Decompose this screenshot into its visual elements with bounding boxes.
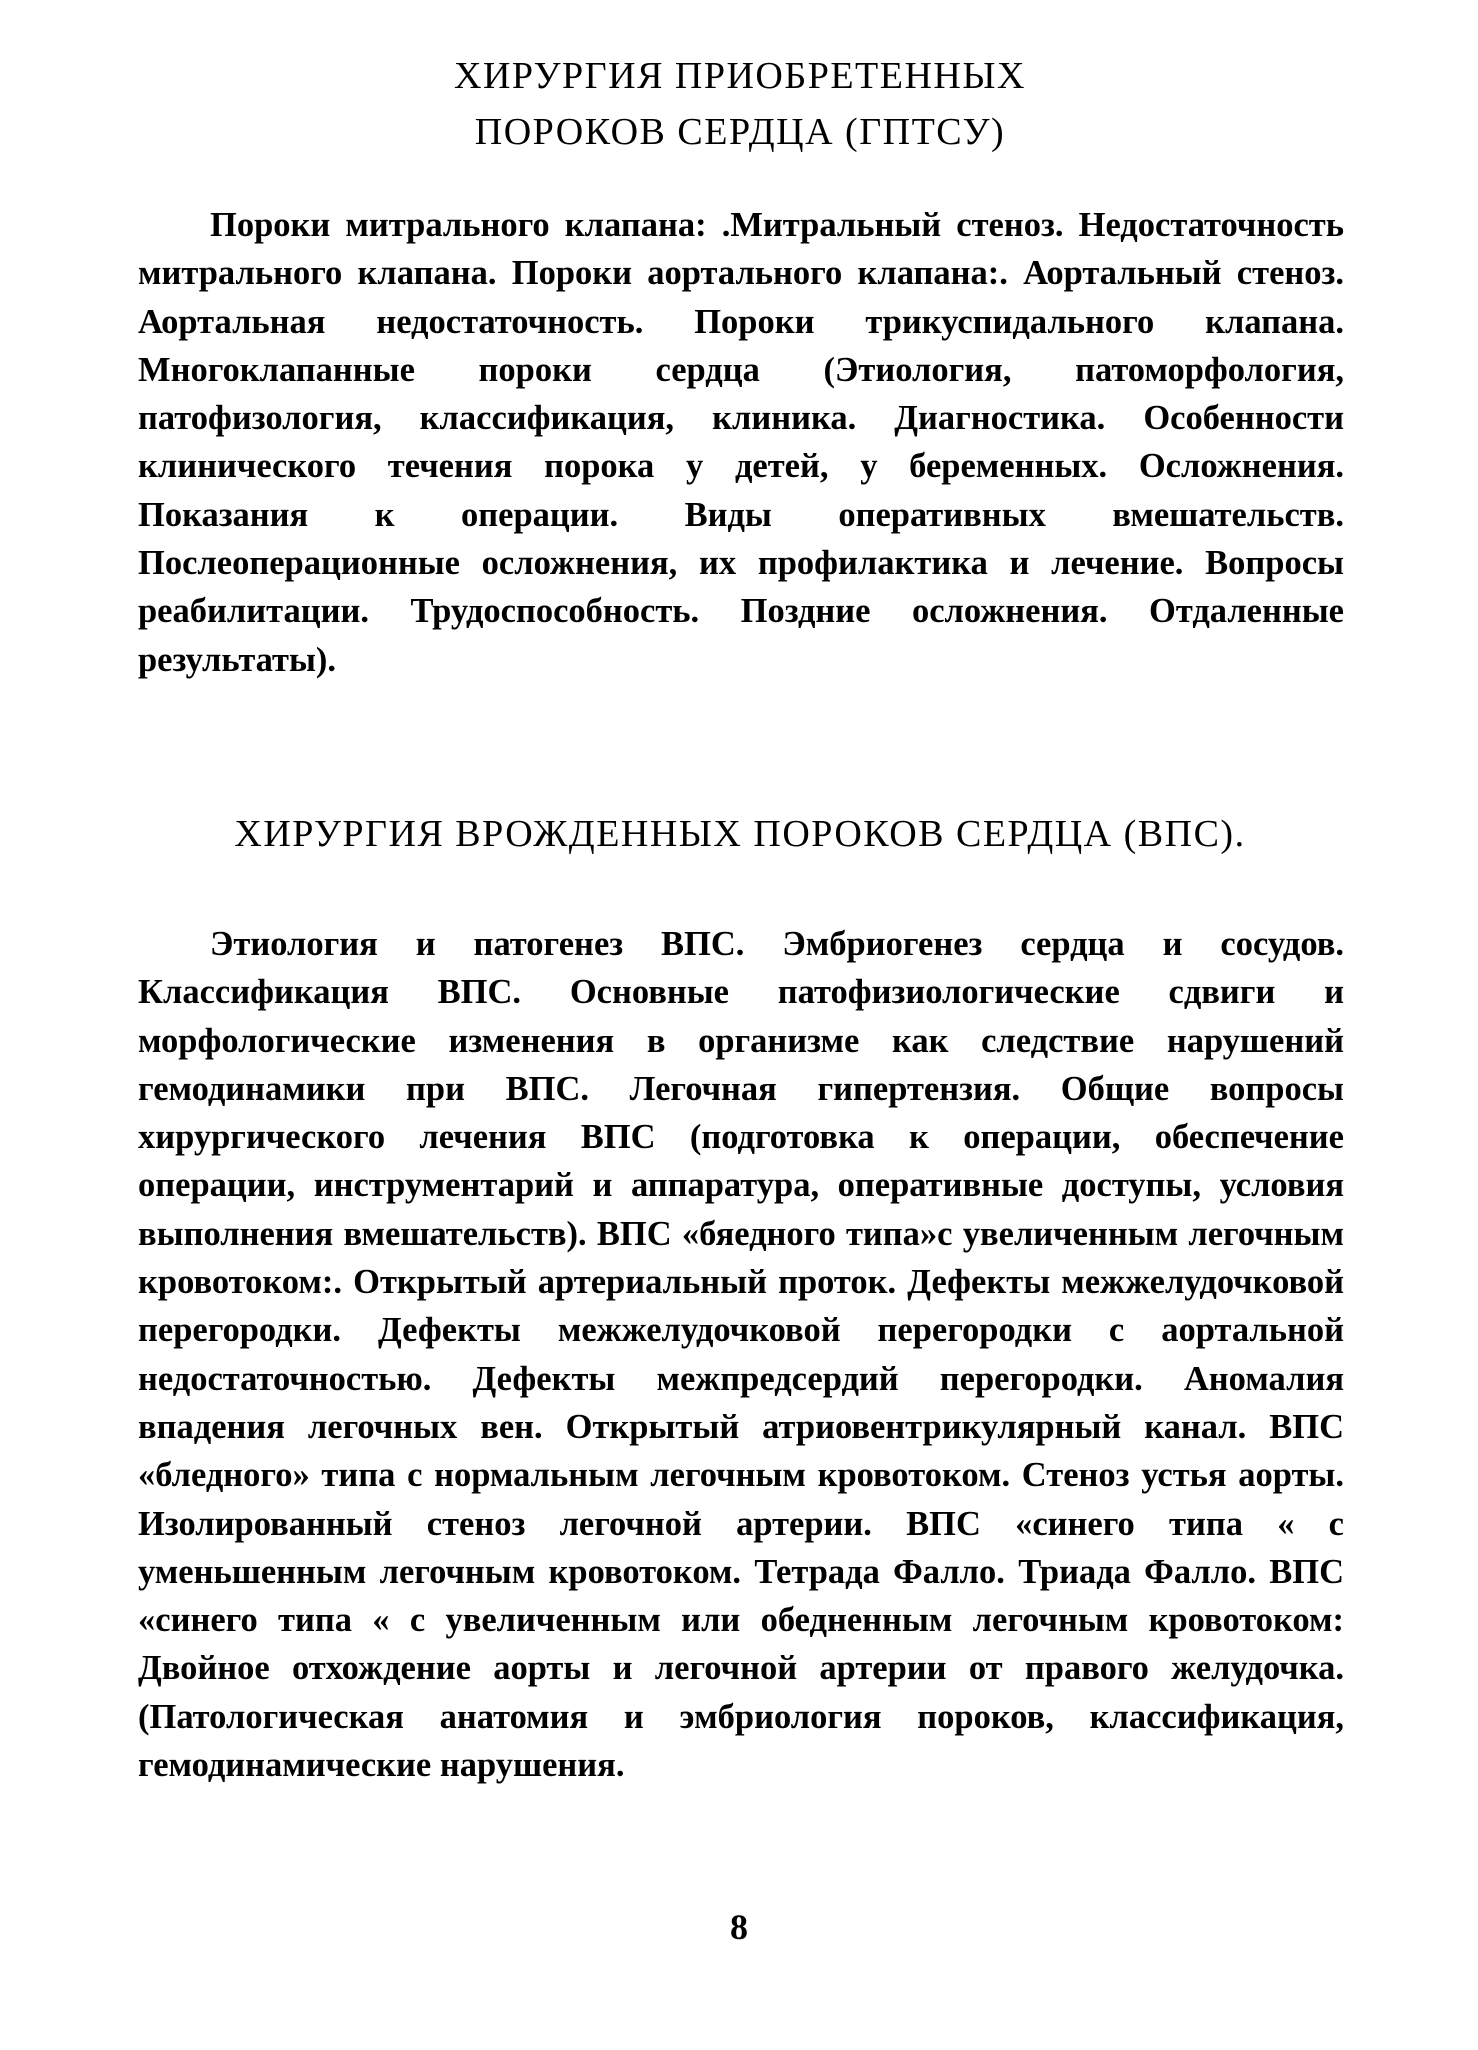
page-number: 8 bbox=[730, 1907, 748, 1947]
heading-line: ХИРУРГИЯ ВРОЖДЕННЫХ ПОРОКОВ СЕРДЦА (ВПС). bbox=[234, 813, 1246, 855]
section-body-congenital-heart-defects: Этиология и патогенез ВПС. Эмбриогенез сердца и сосудов. Классификация ВПС. Основные патофизиологические сдвиги и морфологические изменения в организме как следствие нарушений гемодинамики при ВПС. Легочная гипертензия. Общие вопросы хирургического лечения ВПС (подготовка к операции, обеспечение операции, инструментарий и аппаратура, оперативные доступы, условия выполнения вмешательств). ВПС «бяедного типа»с увеличенным легочным кровотоком:. Открытый артериальный проток. Дефекты межжелудочковой перегородки. Дефекты межжелудочковой перегородки с аортальной недостаточностью. Дефекты межпредсердий перегородки. Аномалия впадения легочных вен. Открытый атриовентрикулярный канал. ВПС «бледного» типа с нормальным легочным кровотоком. Стеноз устья аорты. Изолированный стеноз легочной артерии. ВПС «синего типа « с уменьшенным легочным кровотоком. Тетрада Фалло. Триада Фалло. ВПС «синего типа « с увеличенным или обедненным легочным кровотоком: Двойное отхождение аорты и легочной артерии от правого желудочка. (Патологическая анатомия и эмбриология пороков, классификация, гемодинамические нарушения. bbox=[138, 925, 1344, 1785]
section-heading-acquired-heart-defects bbox=[130, 48, 1350, 160]
section-body-acquired-heart-defects: Пороки митрального клапана: .Митральный стеноз. Недостаточность митрального клапана. Пороки аортального клапана:. Аортальный стеноз. Аортальная недостаточность. Пороки трикуспидального клапана. Многоклапанные пороки сердца (Этиология, патоморфология, патофизология, классификация, клиника. Диагностика. Особенности клинического течения порока у детей, у беременных. Осложнения. Показания к операции. Виды оперативных вмешательств. Послеоперационные осложнения, их профилактика и лечение. Вопросы реабилитации. Трудоспособность. Поздние осложнения. Отдаленные результаты). bbox=[138, 206, 1344, 679]
section-heading-congenital-heart-defects bbox=[130, 806, 1350, 862]
heading-line: ХИРУРГИЯ ПРИОБРЕТЕННЫХ bbox=[454, 55, 1026, 97]
heading-line: ПОРОКОВ СЕРДЦА (ГПТСУ) bbox=[474, 111, 1006, 153]
